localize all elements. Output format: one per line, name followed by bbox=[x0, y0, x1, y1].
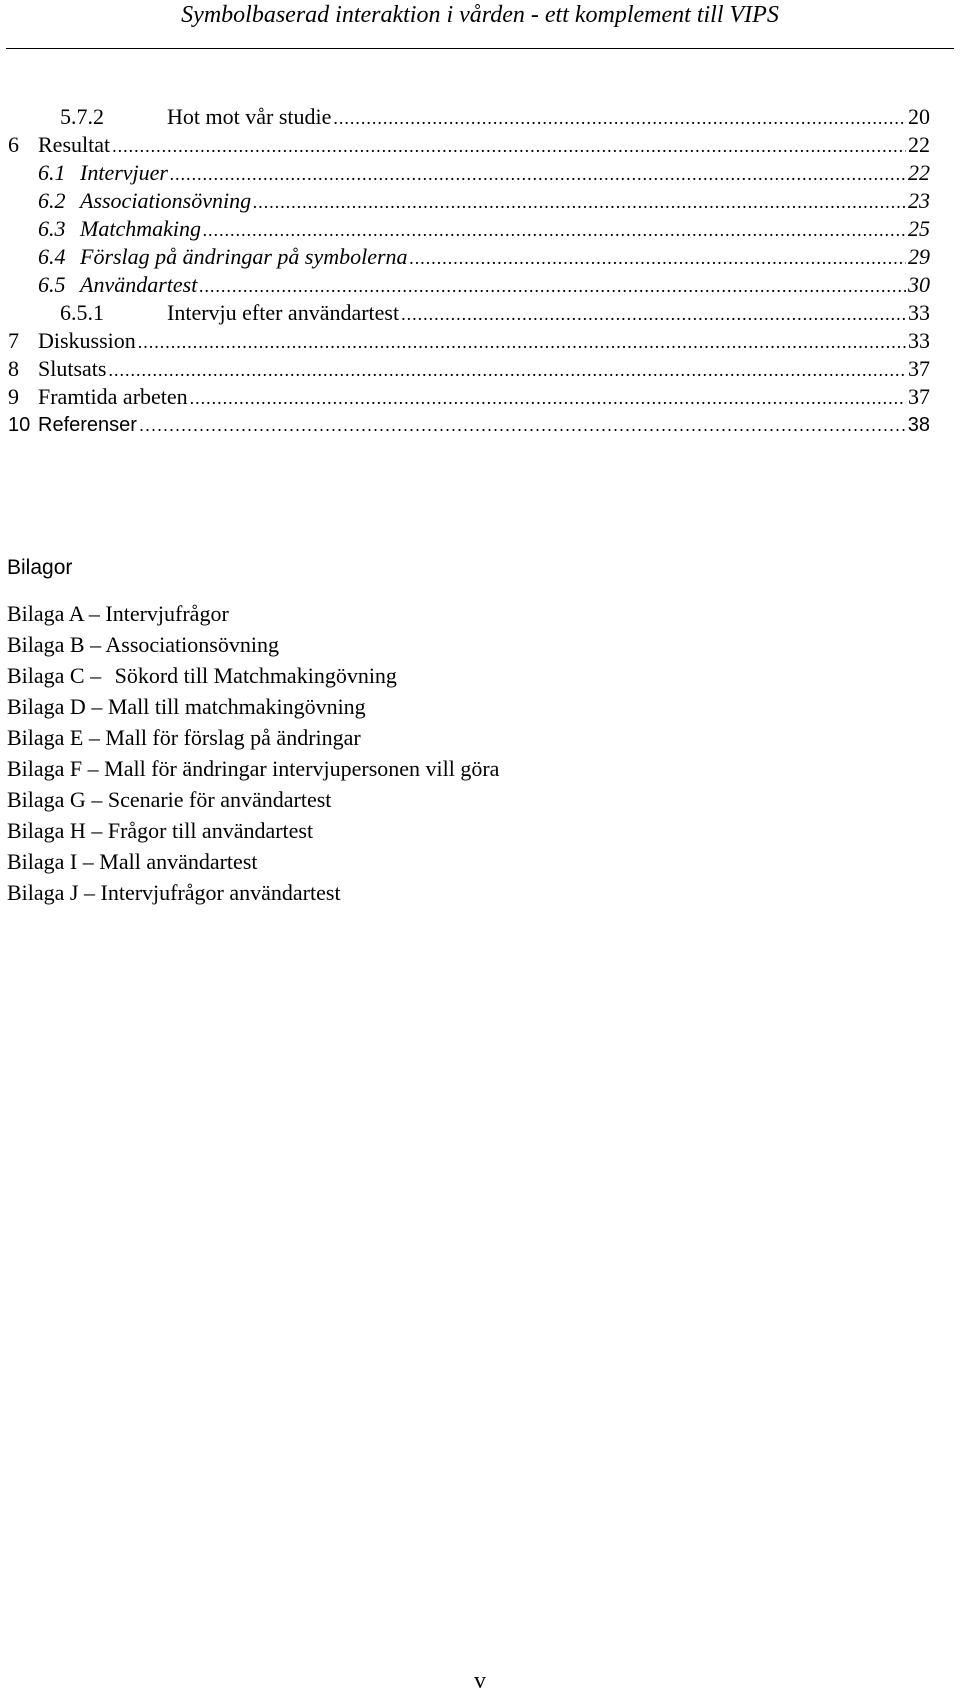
appendix-dash: – bbox=[91, 787, 103, 812]
appendix-item[interactable] bbox=[7, 691, 499, 722]
toc-entry-page: 20 bbox=[908, 104, 930, 129]
dot-leader bbox=[112, 131, 906, 161]
toc-entry[interactable] bbox=[8, 130, 930, 160]
appendix-dash: – bbox=[91, 694, 103, 719]
appendix-label: Bilaga C bbox=[7, 663, 85, 688]
running-header-title: Symbolbaserad interaktion i vården - ett komplement till VIPS bbox=[181, 2, 779, 28]
toc-entry[interactable] bbox=[38, 158, 930, 188]
appendix-dash: – bbox=[87, 756, 99, 781]
toc-entry-title: Intervjuer bbox=[80, 160, 168, 185]
header-rule bbox=[6, 48, 954, 49]
dot-leader bbox=[138, 327, 906, 357]
appendix-label: Bilaga I bbox=[7, 849, 78, 874]
toc-entry-page: 30 bbox=[908, 272, 930, 297]
toc-entry-title: Förslag på ändringar på symbolerna bbox=[80, 244, 408, 269]
appendix-list bbox=[7, 598, 499, 908]
appendix-item[interactable] bbox=[7, 598, 499, 629]
toc-entry-page: 33 bbox=[908, 300, 930, 325]
toc-entry-title: Framtida arbeten bbox=[38, 384, 188, 409]
toc-entry-number: 6.5.1 bbox=[60, 300, 104, 325]
appendix-title: Mall för ändringar intervjupersonen vill göra bbox=[104, 756, 500, 781]
appendix-title: Mall användartest bbox=[99, 849, 258, 874]
appendix-title: Frågor till användartest bbox=[107, 818, 314, 843]
toc-entry-title: Diskussion bbox=[38, 328, 136, 353]
toc-entry-page: 22 bbox=[908, 160, 930, 185]
toc-entry-page: 23 bbox=[908, 188, 930, 213]
dot-leader bbox=[401, 299, 906, 329]
appendix-title: Mall för förslag på ändringar bbox=[105, 725, 361, 750]
appendix-item[interactable] bbox=[7, 846, 499, 877]
toc-entry[interactable] bbox=[38, 186, 930, 216]
appendix-label: Bilaga A bbox=[7, 601, 84, 626]
appendix-item[interactable] bbox=[7, 753, 499, 784]
toc-entry[interactable] bbox=[60, 102, 930, 132]
toc-entry-page: 37 bbox=[908, 384, 930, 409]
toc-entry-number: 6.2 bbox=[38, 188, 66, 213]
appendix-dash: – bbox=[91, 818, 103, 843]
toc-entry[interactable] bbox=[8, 382, 930, 412]
appendix-item[interactable] bbox=[7, 660, 499, 691]
toc-entry-page: 22 bbox=[908, 132, 930, 157]
toc-entry-title: Associationsövning bbox=[80, 188, 252, 213]
toc-entry[interactable] bbox=[60, 298, 930, 328]
appendix-label: Bilaga B bbox=[7, 632, 85, 657]
appendix-dash: – bbox=[82, 849, 94, 874]
toc-entry-title: Resultat bbox=[38, 132, 111, 157]
toc-entry-number: 8 bbox=[8, 356, 19, 381]
appendix-item[interactable] bbox=[7, 815, 499, 846]
toc-entry-title: Användartest bbox=[80, 272, 198, 297]
toc-entry-page: 25 bbox=[908, 216, 930, 241]
dot-leader bbox=[190, 383, 906, 413]
dot-leader bbox=[108, 355, 906, 385]
dot-leader bbox=[253, 187, 906, 217]
toc-entry-title: Matchmaking bbox=[80, 216, 201, 241]
toc-entry-number: 6.4 bbox=[38, 244, 66, 269]
toc-entry[interactable] bbox=[38, 270, 930, 300]
dot-leader bbox=[333, 103, 906, 133]
appendix-title: Sökord till Matchmakingövning bbox=[114, 663, 397, 688]
toc-entry[interactable] bbox=[8, 326, 930, 356]
toc-entry-number: 6.3 bbox=[38, 216, 66, 241]
toc-entry-number: 6 bbox=[8, 132, 19, 157]
dot-leader bbox=[199, 271, 906, 301]
appendix-title: Associationsövning bbox=[105, 632, 279, 657]
appendix-label: Bilaga G bbox=[7, 787, 86, 812]
appendix-label: Bilaga J bbox=[7, 880, 79, 905]
toc-entry[interactable] bbox=[38, 242, 930, 272]
toc-entry-number: 7 bbox=[8, 328, 19, 353]
appendix-label: Bilaga E bbox=[7, 725, 84, 750]
appendix-dash: – bbox=[88, 601, 100, 626]
appendix-dash: – bbox=[88, 725, 100, 750]
toc-entry-page: 33 bbox=[908, 328, 930, 353]
appendix-title: Scenarie för användartest bbox=[107, 787, 332, 812]
dot-leader bbox=[170, 159, 906, 189]
appendix-label: Bilaga D bbox=[7, 694, 86, 719]
toc-entry[interactable] bbox=[38, 214, 930, 244]
page-number: v bbox=[474, 1668, 486, 1694]
dot-leader bbox=[410, 243, 906, 273]
toc-entry-page: 37 bbox=[908, 356, 930, 381]
toc-entry-title: Referenser bbox=[38, 414, 137, 436]
appendix-item[interactable] bbox=[7, 629, 499, 660]
toc-entry[interactable] bbox=[8, 354, 930, 384]
appendices-heading: Bilagor bbox=[7, 556, 73, 579]
toc-entry[interactable] bbox=[8, 410, 930, 440]
toc-entry-page: 29 bbox=[908, 244, 930, 269]
appendix-dash: – bbox=[90, 663, 102, 688]
appendix-title: Intervjufrågor bbox=[105, 601, 229, 626]
toc-entry-title: Slutsats bbox=[38, 356, 107, 381]
toc-entry-number: 6.1 bbox=[38, 160, 66, 185]
appendix-title: Mall till matchmakingövning bbox=[107, 694, 366, 719]
toc-entry-number: 10 bbox=[8, 414, 31, 436]
appendix-dash: – bbox=[90, 632, 102, 657]
appendix-dash: – bbox=[84, 880, 95, 905]
toc-entry-page: 38 bbox=[907, 414, 930, 436]
toc-entry-title: Intervju efter användartest bbox=[167, 300, 400, 325]
toc-entry-number: 6.5 bbox=[38, 272, 66, 297]
appendix-item[interactable] bbox=[7, 722, 499, 753]
dot-leader bbox=[203, 215, 906, 245]
appendix-label: Bilaga F bbox=[7, 756, 83, 781]
appendix-title: Intervjufrågor användartest bbox=[100, 880, 341, 905]
appendix-item[interactable] bbox=[7, 784, 499, 815]
dot-leader bbox=[139, 410, 906, 440]
appendix-label: Bilaga H bbox=[7, 818, 86, 843]
appendix-item[interactable] bbox=[7, 877, 499, 908]
running-header bbox=[0, 0, 960, 54]
toc-entry-title: Hot mot vår studie bbox=[167, 104, 332, 129]
toc-entry-number: 9 bbox=[8, 384, 19, 409]
toc-entry-number: 5.7.2 bbox=[60, 104, 104, 129]
